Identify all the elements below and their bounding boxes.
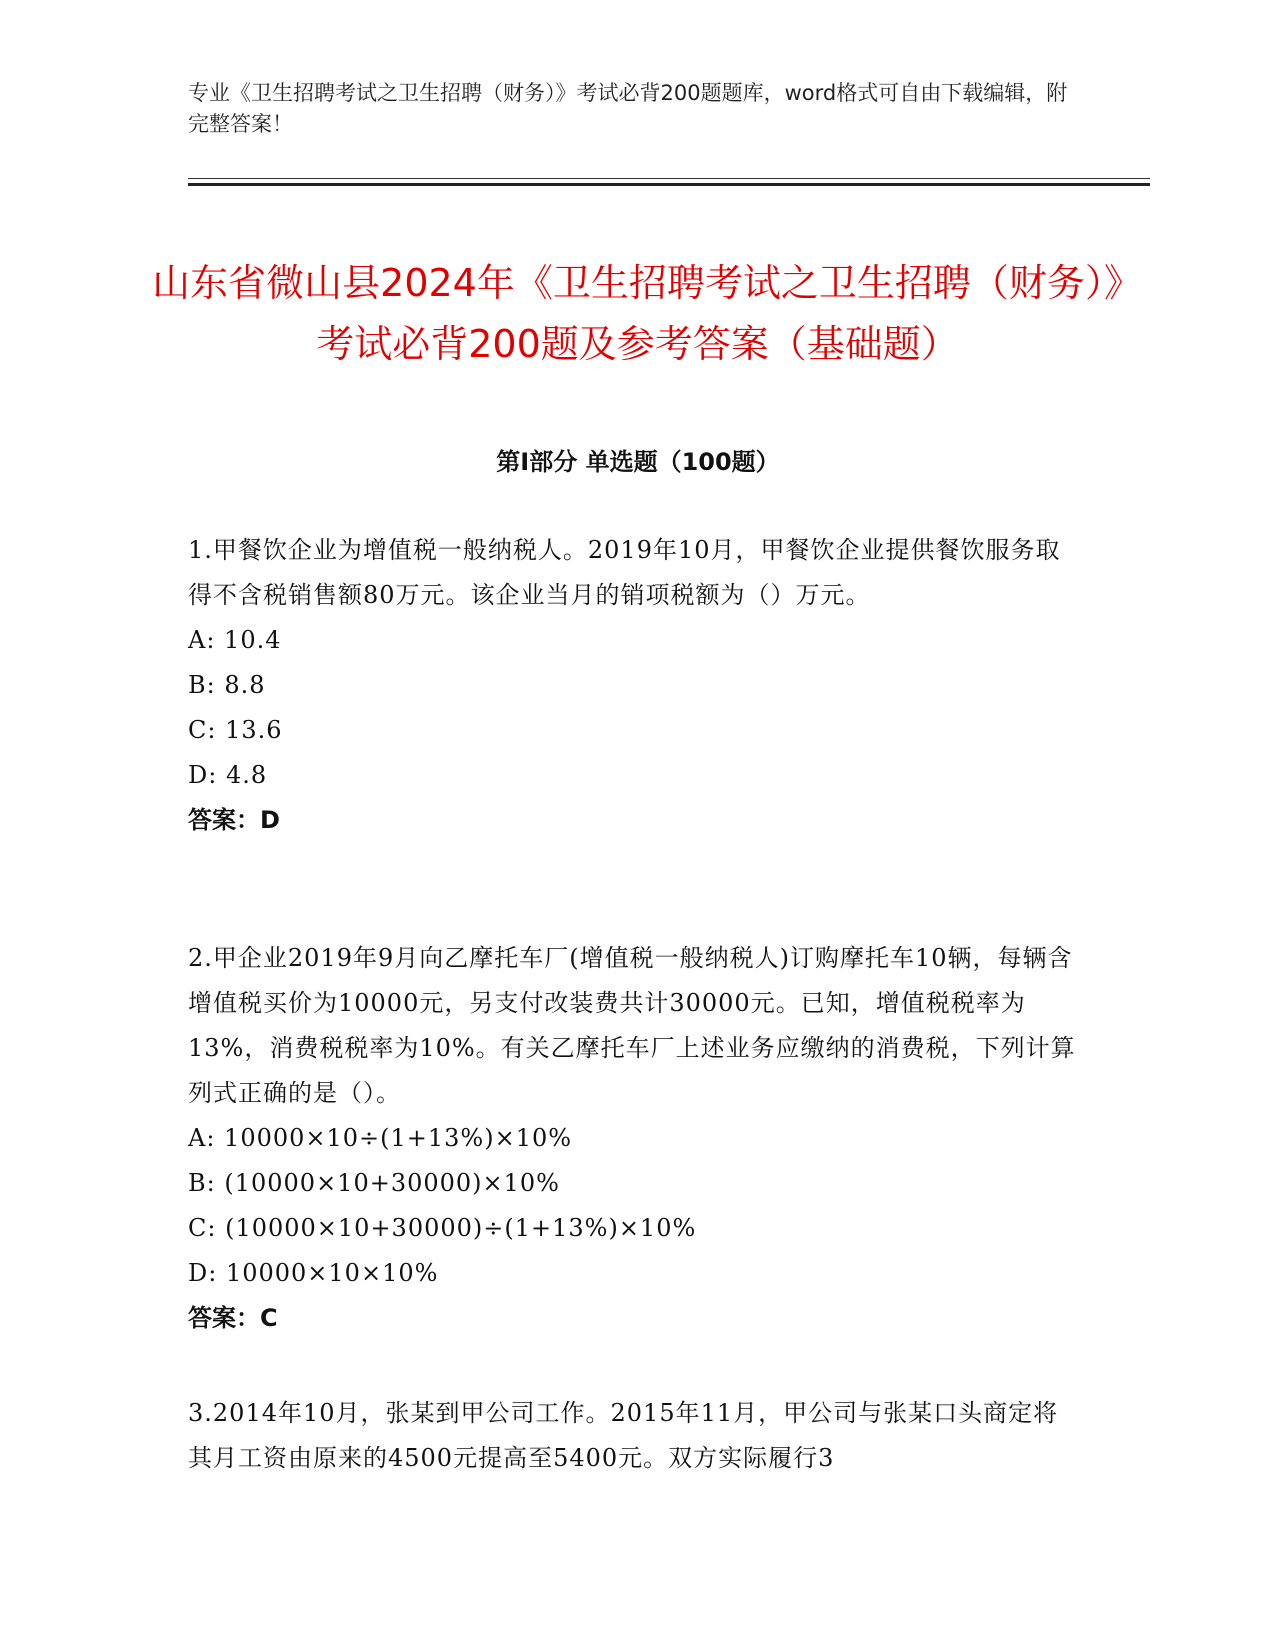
- question-3: [188, 1391, 1078, 1481]
- option-b: B: (10000×10+30000)×10%: [188, 1169, 560, 1197]
- header-note: 专业《卫生招聘考试之卫生招聘（财务）》考试必背200题题库，word格式可自由下载编辑，附完整答案！: [188, 81, 1068, 136]
- question-1: [188, 528, 1078, 843]
- question-stem: 1.甲餐饮企业为增值税一般纳税人。2019年10月，甲餐饮企业提供餐饮服务取得不含税销售额80万元。该企业当月的销项税额为（）万元。: [188, 536, 1061, 609]
- answer: 答案：D: [188, 806, 280, 834]
- header-rule-thick: [188, 183, 1150, 186]
- section-heading: 第I部分 单选题（100题）: [496, 448, 780, 476]
- option-d: D: 4.8: [188, 761, 268, 789]
- document-title: 山东省微山县2024年《卫生招聘考试之卫生招聘（财务）》考试必背200题及参考答案（基础题）: [152, 261, 1123, 367]
- option-c: C: 13.6: [188, 716, 283, 744]
- option-a: A: 10.4: [188, 626, 282, 654]
- answer: 答案：C: [188, 1304, 278, 1332]
- option-b: B: 8.8: [188, 671, 266, 699]
- question-2: [188, 936, 1078, 1341]
- option-c: C: (10000×10+30000)÷(1+13%)×10%: [188, 1214, 697, 1242]
- question-stem: 3.2014年10月，张某到甲公司工作。2015年11月，甲公司与张某口头商定将其月工资由原来的4500元提高至5400元。双方实际履行3: [188, 1399, 1059, 1472]
- option-a: A: 10000×10÷(1+13%)×10%: [188, 1124, 573, 1152]
- question-stem: 2.甲企业2019年9月向乙摩托车厂(增值税一般纳税人)订购摩托车10辆，每辆含增值税买价为10000元，另支付改装费共计30000元。已知，增值税税率为13%，消费税税率为10%。有关乙摩托车厂上述业务应缴纳的消费税，下列计算列式正确的是（）。: [188, 944, 1076, 1107]
- option-d: D: 10000×10×10%: [188, 1259, 439, 1287]
- header-rule-thin: [188, 178, 1150, 179]
